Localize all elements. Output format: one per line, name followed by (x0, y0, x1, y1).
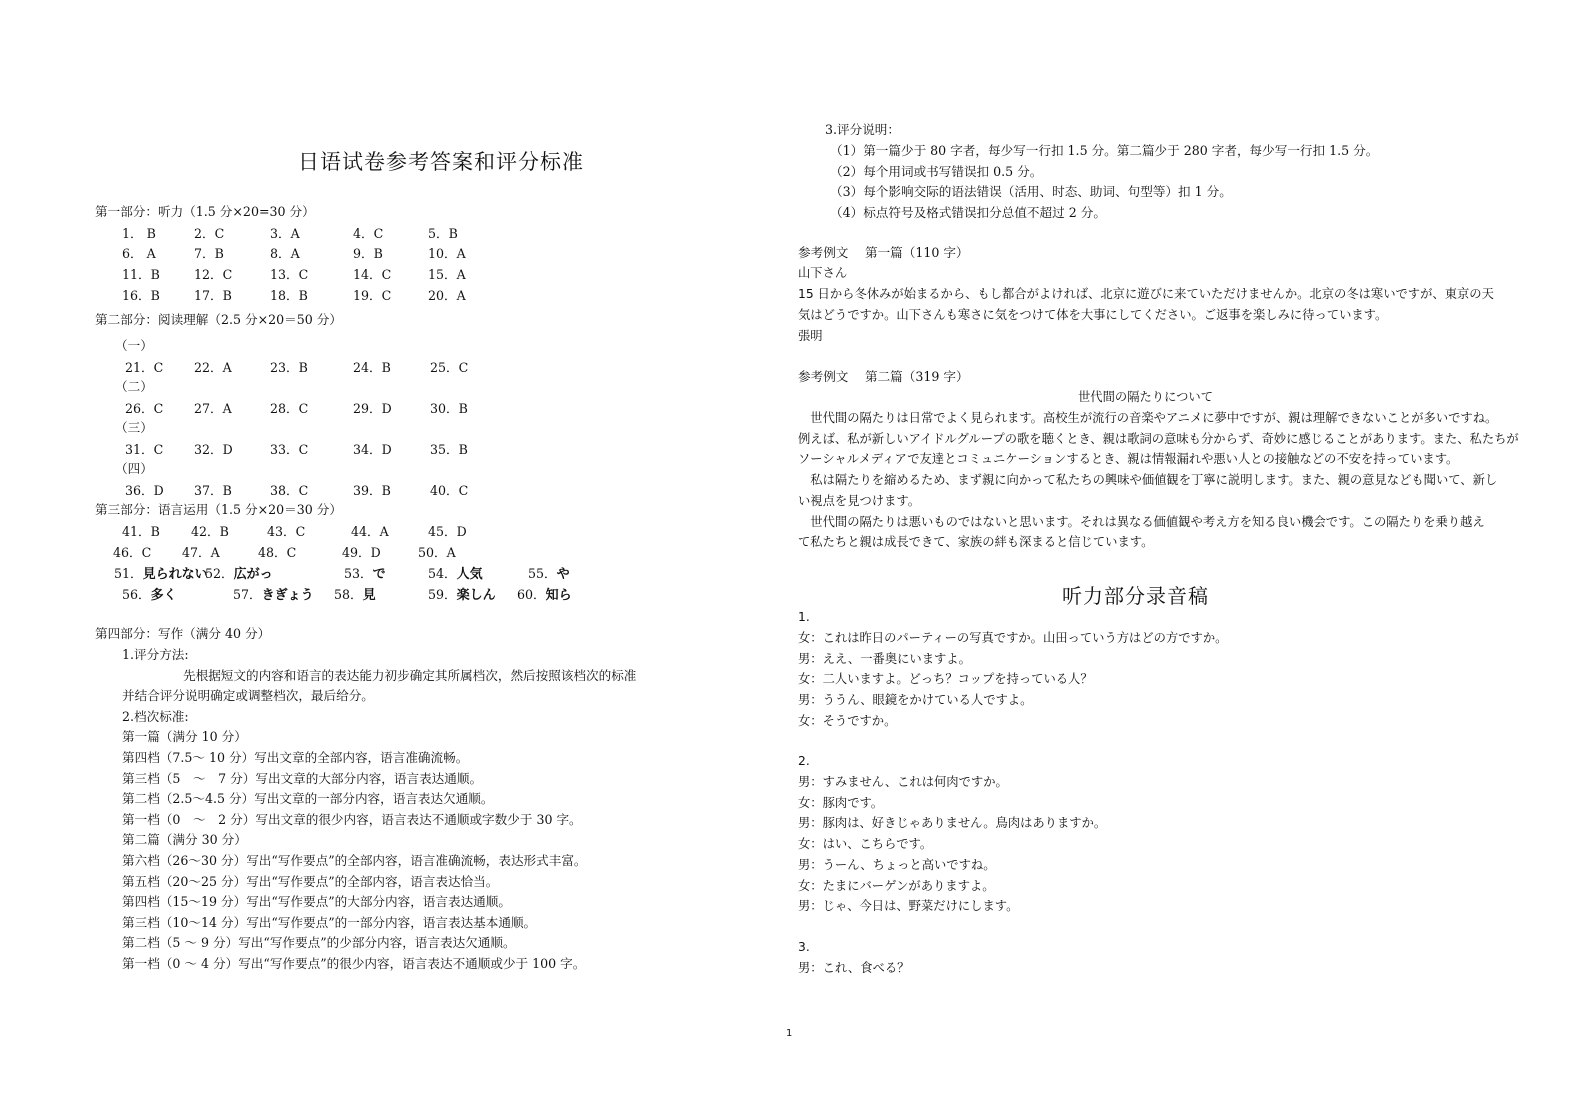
answer-cell: 14．C (353, 267, 392, 282)
sample1-signature: 張明 (798, 329, 823, 343)
answer-cell: 41．B (122, 524, 160, 539)
part4-heading: 第四部分：写作（满分 40 分） (95, 626, 271, 641)
transcript-line: 男：ええ、一番奥にいますよ。 (798, 651, 971, 666)
transcript-line: 女：これは昨日のパーティーの写真ですか。山田っていう方はどの方ですか。 (798, 631, 1228, 645)
essay1-level: 第二档（2.5～4.5 分）写出文章的一部分内容，语言表达欠通顺。 (122, 791, 494, 807)
answer-cell: 11．B (122, 267, 160, 282)
answer-cell: 43．C (267, 524, 306, 539)
answer-cell (528, 563, 570, 582)
transcript-line: 女：二人いますよ。どっち？コップを持っている人？ (798, 672, 1093, 687)
answer-text: 見られない (142, 567, 208, 582)
method-text-1: 先根据短文的内容和语言的表达能力初步确定其所属档次，然后按照该档次的标准 (183, 668, 637, 683)
sample2-line: ソーシャルメディアで友達とコミュニケーションするとき、親は情報漏れや悪い人との接触などの不安を持っています。 (798, 452, 1459, 467)
answer-cell: 36．D (125, 483, 164, 498)
answer-text: 知ら (545, 588, 572, 603)
sample1-body-line-1: 15 日から冬休みが始まるから、もし都合がよければ、北京に遊びに来ていただけませんか。北京の冬は寒いですが、東京の天 (798, 287, 1494, 301)
transcript-line: 女：豚肉です。 (798, 795, 884, 810)
answer-cell: 26．C (125, 401, 164, 416)
group-label: （一） (115, 338, 153, 353)
answer-cell: 8．A (270, 246, 300, 261)
answer-cell: 23．B (270, 360, 308, 375)
transcript-line: 男：これ、食べる？ (798, 961, 910, 975)
answer-cell: 29．D (353, 401, 392, 416)
group-label: （三） (115, 420, 153, 435)
answer-cell: 22．A (194, 360, 232, 375)
transcript-line: 男：うーん、ちょっと高いですね。 (798, 857, 996, 872)
essay2-level: 第五档（20～25 分）写出“写作要点”的全部内容，语言表达恰当。 (122, 873, 499, 889)
sample2-line: い視点を見つけます。 (798, 493, 920, 508)
answer-cell (428, 563, 483, 582)
answer-cell (428, 584, 496, 603)
answer-cell: 9．B (353, 246, 383, 261)
answer-cell (344, 563, 386, 582)
answer-cell: 25．C (430, 360, 469, 375)
transcript-line: 男：すみません、これは何肉ですか。 (798, 775, 1008, 789)
answer-cell: 42．B (191, 524, 229, 539)
answer-cell: 45．D (428, 524, 467, 539)
answer-cell: 1． B (122, 226, 156, 241)
answer-cell: 18．B (270, 288, 308, 303)
scoring-item: （4）标点符号及格式错误扣分总值不超过 2 分。 (830, 205, 1106, 221)
sample2-line: 例えば、私が新しいアイドルグループの歌を聴くとき、親は歌詞の意味も分からず、奇妙に感じることがあります。また、私たちが (798, 431, 1519, 446)
answer-number: 52． (205, 566, 234, 581)
essay2-level: 第二档（5 ～ 9 分）写出“写作要点”的少部分内容，语言表达欠通顺。 (122, 935, 516, 951)
part2-heading: 第二部分：阅读理解（2.5 分×20＝50 分） (95, 312, 342, 327)
answer-text: 楽しん (456, 588, 496, 603)
sample2-line: 私は隔たりを縮めるため、まず親に向かって私たちの興味や価値観を丁寧に説明します。また、親の意見なども聞いて、新し (798, 473, 1498, 488)
answer-number: 55． (528, 566, 557, 581)
answer-cell (114, 563, 208, 582)
sample1-salutation: 山下さん (798, 266, 848, 280)
answer-cell: 47．A (182, 545, 220, 560)
answer-row (0, 439, 600, 459)
group-label: （四） (115, 461, 153, 476)
answer-cell (517, 584, 572, 603)
answer-cell: 5．B (428, 226, 458, 241)
answer-cell: 28．C (270, 401, 309, 416)
scoring-item: （2）每个用词或书写错误扣 0.5 分。 (830, 163, 1043, 179)
answer-cell: 40．C (430, 483, 469, 498)
sample2-line: て私たちと親は成長できて、家族の絆も深まると信じています。 (798, 535, 1154, 550)
answer-number: 54． (428, 566, 457, 581)
answer-text: 多く (150, 588, 177, 603)
answer-row (0, 584, 700, 604)
essay1-level: 第一档（0 ～ 2 分）写出文章的很少内容，语言表达不通顺或字数少于 30 字。 (122, 811, 582, 827)
answer-cell (233, 584, 314, 603)
answer-number: 60． (517, 587, 546, 602)
listening-title: 听力部分录音稿 (1062, 584, 1209, 608)
answer-cell: 6． A (122, 246, 156, 261)
answer-cell: 46．C (113, 545, 152, 560)
method-heading: 1.评分方法: (122, 647, 189, 662)
answer-row (0, 398, 600, 418)
sample1-heading: 参考例文 第一篇（110 字） (798, 245, 969, 260)
answer-cell: 19．C (353, 288, 392, 303)
answer-cell: 34．D (353, 442, 392, 457)
scoring-heading: 3.评分说明： (825, 122, 900, 137)
answer-number: 51． (114, 566, 143, 581)
transcript-line: 男：ううん、眼鏡をかけている人ですよ。 (798, 693, 1033, 708)
answer-cell: 15．A (428, 267, 466, 282)
answer-cell: 48．C (258, 545, 297, 560)
answer-cell: 30．B (430, 401, 468, 416)
transcript-line: 女：はい、こちらです。 (798, 837, 933, 852)
answer-number: 59． (428, 587, 457, 602)
scoring-item: （3）每个影响交际的语法错误（活用、时态、助词、句型等）扣 1 分。 (830, 184, 1232, 200)
essay2-level: 第一档（0 ～ 4 分）写出“写作要点”的很少内容，语言表达不通顺或少于 100 字。 (122, 956, 586, 971)
answer-cell: 24．B (353, 360, 391, 375)
transcript-line: 男：じゃ、今日は、野菜だけにします。 (798, 899, 1019, 914)
answer-text: 広がっ (233, 567, 273, 582)
answer-cell (334, 584, 376, 603)
essay2-level: 第六档（26～30 分）写出“写作要点”的全部内容，语言准确流畅，表达形式丰富。 (122, 853, 587, 868)
answer-cell: 50．A (418, 545, 456, 560)
answer-row (0, 223, 600, 243)
answer-cell: 21．C (125, 360, 164, 375)
answer-cell: 38．C (270, 483, 309, 498)
answer-number: 53． (344, 566, 373, 581)
sample2-heading: 参考例文 第二篇（319 字） (798, 369, 969, 384)
transcript-number: 2. (798, 754, 810, 768)
answer-text: や (556, 567, 570, 582)
part1-heading: 第一部分：听力（1.5 分×20=30 分） (95, 204, 315, 219)
answer-cell (122, 584, 177, 603)
answer-cell: 2．C (194, 226, 225, 241)
part3-heading: 第三部分：语言运用（1.5 分×20＝30 分） (95, 502, 342, 517)
level-heading: 2.档次标准: (122, 709, 189, 724)
sample1-body-line-2: 気はどうですか。山下さんも寒さに気をつけて体を大事にしてください。ご返事を楽しみに待っています。 (798, 308, 1388, 322)
page-title: 日语试卷参考答案和评分标准 (298, 150, 584, 174)
answer-cell: 12．C (194, 267, 233, 282)
answer-row (0, 563, 700, 583)
answer-row (0, 542, 600, 562)
answer-cell: 37．B (194, 483, 232, 498)
essay1-level: 第四档（7.5～ 10 分）写出文章的全部内容，语言准确流畅。 (122, 750, 469, 765)
answer-cell: 17．B (194, 288, 232, 303)
answer-row (0, 264, 600, 284)
answer-row (0, 521, 600, 541)
answer-row (0, 243, 600, 263)
answer-cell: 20．A (428, 288, 466, 303)
answer-cell: 13．C (270, 267, 309, 282)
transcript-number: 3. (798, 940, 810, 954)
answer-number: 57． (233, 587, 262, 602)
essay1-heading: 第一篇（满分 10 分） (122, 729, 247, 744)
answer-cell: 31．C (125, 442, 164, 457)
page-number: 1 (786, 1028, 793, 1039)
answer-cell: 33．C (270, 442, 309, 457)
method-text-2: 并结合评分说明确定或调整档次，最后给分。 (122, 688, 374, 703)
answer-row (0, 285, 600, 305)
essay1-level: 第三档（5 ～ 7 分）写出文章的大部分内容，语言表达通顺。 (122, 770, 483, 786)
answer-text: 見 (362, 588, 376, 603)
answer-cell: 16．B (122, 288, 160, 303)
answer-cell: 4．C (353, 226, 384, 241)
essay2-level: 第三档（10～14 分）写出“写作要点”的一部分内容，语言表达基本通顺。 (122, 914, 537, 930)
answer-text: きぎょう (261, 588, 314, 603)
answer-cell: 27．A (194, 401, 232, 416)
answer-text: で (372, 567, 386, 582)
answer-cell: 39．B (353, 483, 391, 498)
answer-cell: 32．D (194, 442, 233, 457)
sample2-line: 世代間の隔たりは日常でよく見られます。高校生が流行の音楽やアニメに夢中ですが、親は理解できないことが多いですね。 (798, 411, 1498, 425)
answer-number: 58． (334, 587, 363, 602)
sample2-title: 世代間の隔たりについて (1078, 390, 1214, 404)
answer-cell: 3．A (270, 226, 300, 241)
answer-cell: 35．B (430, 442, 468, 457)
transcript-number: 1. (798, 610, 810, 624)
answer-cell (205, 563, 273, 582)
answer-cell: 7．B (194, 246, 224, 261)
answer-number: 56． (122, 587, 151, 602)
answer-text: 人気 (456, 567, 483, 582)
essay2-level: 第四档（15～19 分）写出“写作要点”的大部分内容，语言表达通顺。 (122, 894, 511, 910)
transcript-line: 女：たまにバーゲンがありますよ。 (798, 878, 995, 893)
essay2-heading: 第二篇（满分 30 分） (122, 832, 247, 847)
transcript-line: 男：豚肉は、好きじゃありません。鳥肉はありますか。 (798, 816, 1107, 831)
sample2-line: 世代間の隔たりは悪いものではないと思います。それは異なる価値観や考え方を知る良い機会です。この隔たりを乗り越え (798, 514, 1485, 529)
group-label: （二） (115, 379, 153, 394)
answer-row (0, 357, 600, 377)
answer-cell: 49．D (342, 545, 381, 560)
answer-cell: 10．A (428, 246, 466, 261)
answer-row (0, 480, 600, 500)
answer-cell: 44．A (351, 524, 389, 539)
transcript-line: 女：そうですか。 (798, 713, 897, 728)
scoring-item: （1）第一篇少于 80 字者，每少写一行扣 1.5 分。第二篇少于 280 字者，每少写一行扣 1.5 分。 (830, 143, 1379, 158)
